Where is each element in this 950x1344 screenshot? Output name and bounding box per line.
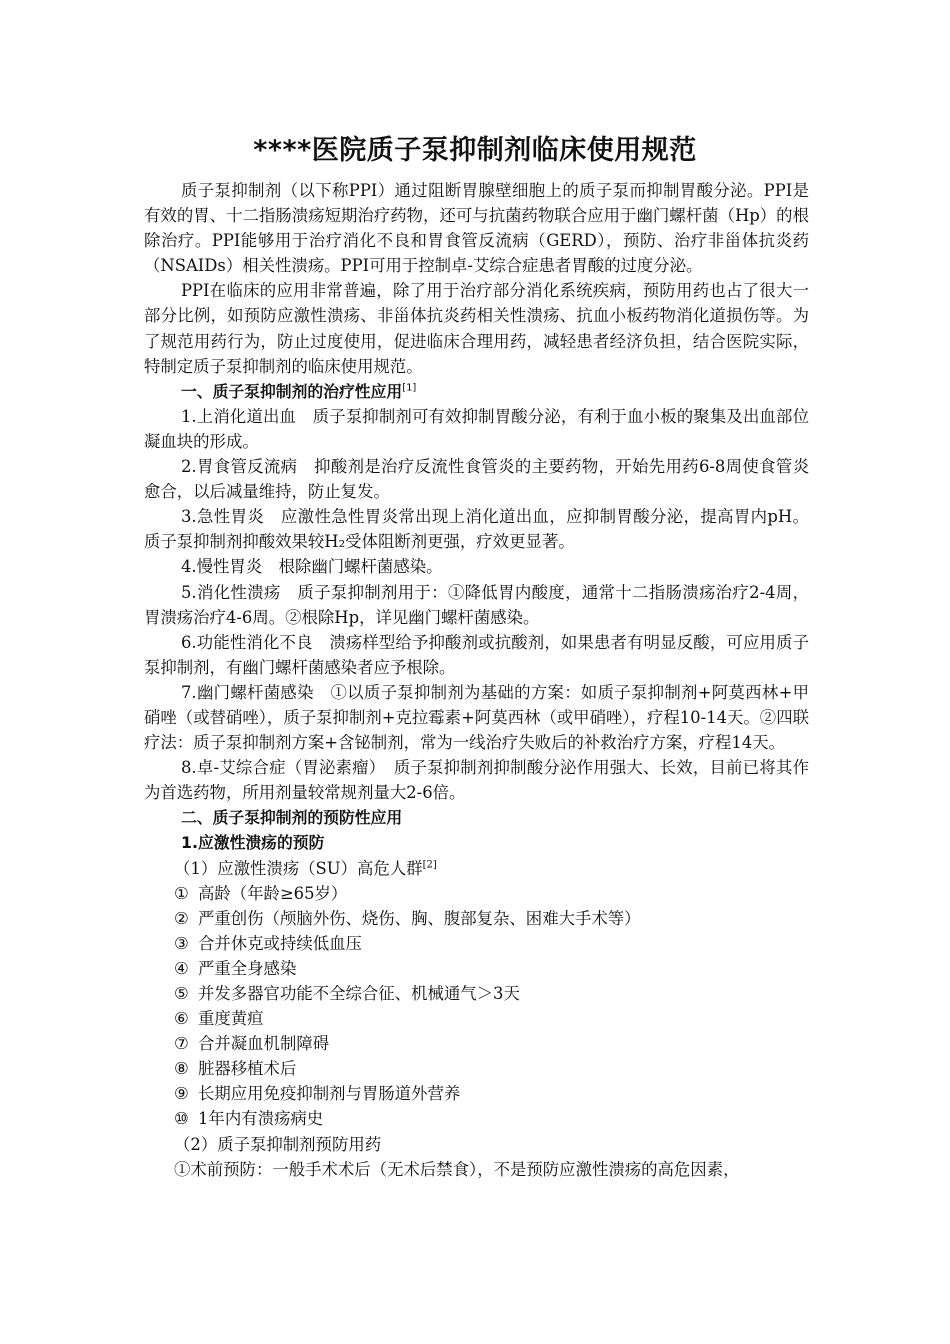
risk-item [144,1031,809,1056]
risk-item-text: 严重全身感染 [198,958,297,978]
section1-item-8: 8.卓-艾综合症（胃泌素瘤） 质子泵抑制剂抑制酸分泌作用强大、长效，目前已将其作为首选药物，所用剂量较常规剂量大2-6倍。 [144,758,809,803]
section1-item-3: 3.急性胃炎 应激性急性胃炎常出现上消化道出血，应抑制胃酸分泌，提高胃内pH。质子泵抑制剂抑酸效果较H₂受体阻断剂更强，疗效更显著。 [144,507,809,552]
risk-item-mark: ② [174,908,189,928]
risk-item-mark: ⑧ [174,1059,189,1079]
risk-item [144,981,809,1006]
risk-group-ref: [2] [422,859,437,871]
risk-group-heading-text: （1）应激性溃疡（SU）高危人群 [174,858,423,878]
risk-item-text: 严重创伤（颅脑外伤、烧伤、胸、腹部复杂、困难大手术等） [198,908,641,928]
risk-item [144,881,809,906]
page-title: ****医院质子泵抑制剂临床使用规范 [253,135,697,166]
risk-item-text: 1年内有溃疡病史 [198,1109,324,1129]
risk-item [144,1106,809,1131]
section1-item-7: 7.幽门螺杆菌感染 ①以质子泵抑制剂为基础的方案：如质子泵抑制剂+阿莫西林+甲硝唑（或替硝唑），质子泵抑制剂+克拉霉素+阿莫西林（或甲硝唑），疗程10-14天。②四联疗法：质子泵抑制剂方案+含铋制剂，常为一线治疗失败后的补救治疗方案，疗程14天。 [144,682,809,753]
section2-heading: 二、质子泵抑制剂的预防性应用 [181,808,403,828]
intro-paragraph-2: PPI在临床的应用非常普遍，除了用于治疗部分消化系统疾病，预防用药也占了很大一部分比例，如预防应激性溃疡、非甾体抗炎药相关性溃疡、抗血小板药物消化道损伤等。为了规范用药行为，防止过度使用，促进临床合理用药，减轻患者经济负担，结合医院实际，特制定质子泵抑制剂的临床使用规范。 [144,281,809,376]
section1-item-5: 5.消化性溃疡 质子泵抑制剂用于：①降低胃内酸度，通常十二指肠溃疡治疗2-4周，胃溃疡治疗4-6周。②根除Hp，详见幽门螺杆菌感染。 [144,582,809,627]
risk-item-text: 重度黄疸 [198,1009,264,1029]
risk-item-text: 合并休克或持续低血压 [198,933,362,953]
risk-item [144,931,809,956]
section2-subheading-1: 1.应激性溃疡的预防 [181,833,325,853]
risk-item-mark: ⑩ [174,1109,189,1129]
risk-item-text: 长期应用免疫抑制剂与胃肠道外营养 [198,1084,461,1104]
risk-item-text: 脏器移植术后 [198,1059,297,1079]
risk-item [144,1056,809,1081]
section1-heading [144,379,809,404]
risk-group-heading [144,856,809,881]
risk-item-mark: ④ [174,958,189,978]
risk-item-mark: ⑨ [174,1084,189,1104]
intro-paragraph-1: 质子泵抑制剂（以下称PPI）通过阻断胃腺壁细胞上的质子泵而抑制胃酸分泌。PPI是有效的胃、十二指肠溃疡短期治疗药物，还可与抗菌药物联合应用于幽门螺杆菌（Hp）的根除治疗。PPI能够用于治疗消化不良和胃食管反流病（GERD），预防、治疗非甾体抗炎药（NSAIDs）相关性溃疡。PPI可用于控制卓-艾综合症患者胃酸的过度分泌。 [144,181,809,276]
risk-item-mark: ③ [174,933,189,953]
prevention-line: ①术前预防：一般手术术后（无术后禁食），不是预防应激性溃疡的高危因素， [174,1159,740,1179]
section1-ref: [1] [402,382,417,394]
risk-item [144,956,809,981]
risk-item-text: 高龄（年龄≥65岁） [198,883,348,903]
risk-item [144,1081,809,1106]
risk-item-mark: ⑦ [174,1034,189,1054]
section1-item-1: 1.上消化道出血 质子泵抑制剂可有效抑制胃酸分泌，有利于血小板的聚集及出血部位凝血块的形成。 [144,406,809,451]
section1-item-6: 6.功能性消化不良 溃疡样型给予抑酸剂或抗酸剂，如果患者有明显反酸，可应用质子泵抑制剂，有幽门螺杆菌感染者应予根除。 [144,632,809,677]
document-body [144,178,809,1182]
risk-item [144,906,809,931]
section1-item-4: 4.慢性胃炎 根除幽门螺杆菌感染。 [181,557,443,577]
risk-item-text: 合并凝血机制障碍 [198,1034,330,1054]
risk-item-mark: ⑥ [174,1009,189,1029]
section1-heading-text: 一、质子泵抑制剂的治疗性应用 [181,381,403,401]
risk-item-mark: ① [174,883,189,903]
risk-item-mark: ⑤ [174,984,189,1003]
section1-item-2: 2.胃食管反流病 抑酸剂是治疗反流性食管炎的主要药物，开始先用药6-8周使食管炎愈合，以后减量维持，防止复发。 [144,457,809,502]
risk-item [144,1006,809,1031]
risk-item-text: 并发多器官功能不全综合征、机械通气＞3天 [198,984,520,1003]
prevention-heading: （2）质子泵抑制剂预防用药 [174,1134,382,1154]
